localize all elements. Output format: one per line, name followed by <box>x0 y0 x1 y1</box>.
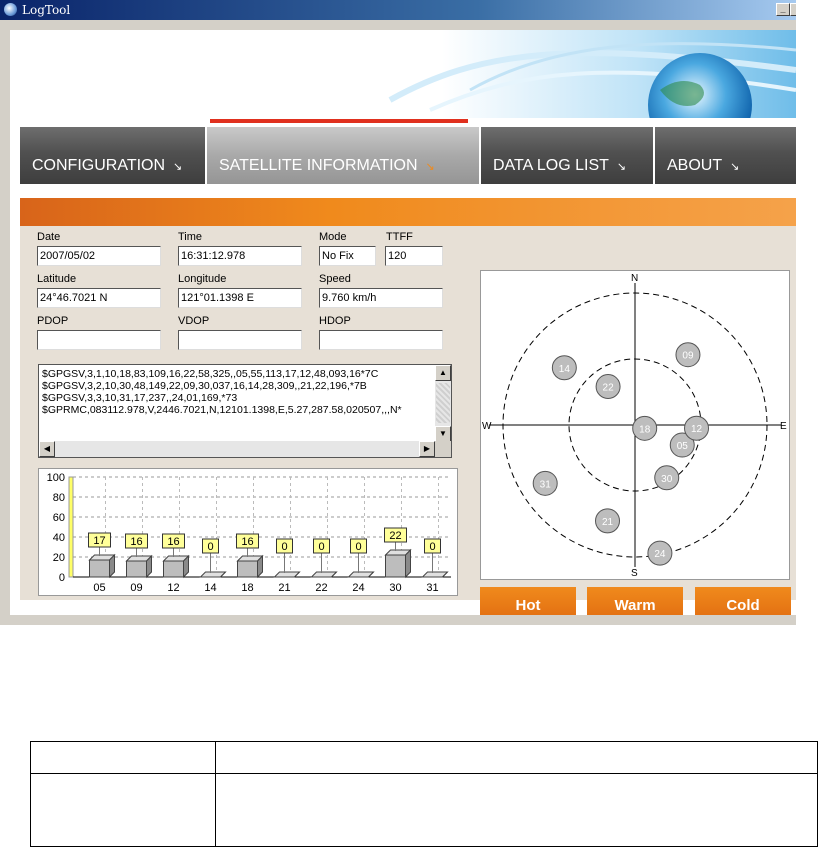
mode-label: Mode <box>319 231 347 243</box>
satellite-prn-label: 09 <box>682 350 694 362</box>
data-label: 16 <box>130 536 143 548</box>
time-label: Time <box>178 231 203 243</box>
y-axis-wall <box>69 477 73 577</box>
x-tick-label: 24 <box>352 582 365 594</box>
globe-banner-image <box>10 30 796 118</box>
hdop-label: HDOP <box>319 315 351 327</box>
vdop-field[interactable] <box>178 330 302 350</box>
y-tick-label: 100 <box>46 472 65 484</box>
table-row <box>31 742 818 774</box>
speed-field[interactable]: 9.760 km/h <box>319 288 443 308</box>
tab-label: DATA LOG LIST <box>493 157 609 174</box>
pdop-label: PDOP <box>37 315 69 327</box>
satellite-prn-label: 21 <box>601 516 614 528</box>
warm-start-button[interactable]: Warm <box>587 587 683 615</box>
satellite-prn-label: 31 <box>539 479 551 491</box>
latitude-field[interactable]: 24°46.7021 N <box>37 288 161 308</box>
compass-east: E <box>780 421 787 432</box>
compass-north: N <box>631 273 639 284</box>
x-tick-label: 22 <box>315 582 328 594</box>
satellite-prn-label: 18 <box>639 424 651 436</box>
scroll-right-icon[interactable]: ▶ <box>419 441 435 457</box>
nav-bar <box>20 127 796 184</box>
ttff-label: TTFF <box>386 231 413 243</box>
data-label: 0 <box>318 541 325 553</box>
nmea-line: $GPGSV,3,3,10,31,17,237,,24,01,169,*73 <box>42 392 238 404</box>
scroll-track[interactable] <box>436 383 450 423</box>
y-tick-label: 0 <box>58 572 65 584</box>
hdop-field[interactable] <box>319 330 443 350</box>
y-tick-label: 20 <box>52 552 65 564</box>
app-icon <box>4 3 17 16</box>
document-table <box>30 741 818 848</box>
data-label: 16 <box>167 536 180 548</box>
data-label: 0 <box>207 541 214 553</box>
data-label: 0 <box>355 541 362 553</box>
snr-chart-svg <box>39 469 457 595</box>
satellite-prn-label: 14 <box>558 363 570 375</box>
tab-about[interactable] <box>655 127 796 184</box>
tab-data-log-list[interactable] <box>481 127 655 184</box>
banner <box>10 30 796 118</box>
arrow-icon: ↘ <box>730 161 740 173</box>
title-bar[interactable] <box>0 0 796 20</box>
tab-label: ABOUT <box>667 157 723 174</box>
table-cell <box>216 774 818 847</box>
x-tick-label: 05 <box>93 582 106 594</box>
longitude-label: Longitude <box>178 273 227 285</box>
bar <box>127 561 147 577</box>
satellite-prn-label: 05 <box>676 441 688 453</box>
bar <box>238 561 258 577</box>
snr-chart <box>38 468 458 596</box>
satellite-prn-label: 12 <box>690 424 703 436</box>
x-tick-label: 14 <box>204 582 217 594</box>
speed-label: Speed <box>319 273 351 285</box>
data-label: 0 <box>281 541 288 553</box>
data-label: 0 <box>429 541 436 553</box>
y-tick-label: 80 <box>52 492 65 504</box>
arrow-icon: ↘ <box>173 161 183 173</box>
satellite-prn-label: 22 <box>602 382 614 394</box>
x-tick-label: 18 <box>241 582 254 594</box>
tab-label: SATELLITE INFORMATION <box>219 157 418 174</box>
client-area <box>10 30 796 615</box>
bar <box>386 555 406 577</box>
tab-label: CONFIGURATION <box>32 157 166 174</box>
scroll-down-icon[interactable]: ▼ <box>435 426 451 442</box>
vdop-label: VDOP <box>178 315 210 327</box>
ttff-field[interactable]: 120 <box>385 246 443 266</box>
scroll-left-icon[interactable]: ◀ <box>39 441 55 457</box>
bar <box>90 560 110 577</box>
data-label: 17 <box>93 535 106 547</box>
nmea-line: $GPGSV,3,1,10,18,83,109,16,22,58,325,,05,55,113,17,12,48,093,16*7C <box>42 368 379 380</box>
scroll-up-icon[interactable]: ▲ <box>435 365 451 381</box>
x-tick-label: 09 <box>130 582 143 594</box>
bar-side <box>406 550 411 577</box>
table-row <box>31 774 818 847</box>
sky-view <box>480 270 790 580</box>
minimize-button[interactable]: _ <box>776 3 790 16</box>
horizontal-scrollbar[interactable] <box>39 441 435 457</box>
y-tick-label: 60 <box>52 512 65 524</box>
compass-south: S <box>631 568 638 579</box>
vertical-scrollbar[interactable] <box>435 365 451 442</box>
nmea-line: $GPRMC,083112.978,V,2446.7021,N,12101.1398,E,5.27,287.58,020507,,,N* <box>42 404 402 416</box>
satellite-prn-label: 24 <box>654 549 666 561</box>
date-label: Date <box>37 231 61 243</box>
date-field[interactable]: 2007/05/02 <box>37 246 161 266</box>
arrow-icon: ↘ <box>616 161 627 173</box>
sky-view-svg <box>481 271 789 579</box>
tab-configuration[interactable] <box>20 127 207 184</box>
satellite-prn-label: 30 <box>661 473 673 485</box>
nmea-output-textarea[interactable] <box>38 364 452 458</box>
data-label: 16 <box>241 536 254 548</box>
compass-west: W <box>482 421 492 432</box>
data-label: 22 <box>389 530 402 542</box>
x-tick-label: 21 <box>278 582 291 594</box>
pdop-field[interactable] <box>37 330 161 350</box>
active-tab-indicator <box>210 119 468 123</box>
mode-field[interactable]: No Fix <box>319 246 376 266</box>
latitude-label: Latitude <box>37 273 77 285</box>
window-title: LogTool <box>22 3 71 17</box>
tab-satellite-information[interactable] <box>207 127 481 184</box>
x-tick-label: 12 <box>167 582 180 594</box>
nmea-line: $GPGSV,3,2,10,30,48,149,22,09,30,037,16,14,28,309,,21,22,196,*7B <box>42 380 367 392</box>
maximize-button[interactable] <box>790 3 796 16</box>
table-cell <box>31 774 216 847</box>
table-cell <box>31 742 216 774</box>
hot-start-button[interactable]: Hot <box>480 587 576 615</box>
satellite-layer <box>533 343 708 565</box>
scroll-corner <box>435 441 451 457</box>
table-cell <box>216 742 818 774</box>
cold-start-button[interactable]: Cold <box>695 587 791 615</box>
y-tick-label: 40 <box>52 532 65 544</box>
time-field[interactable]: 16:31:12.978 <box>178 246 302 266</box>
longitude-field[interactable]: 121°01.1398 E <box>178 288 302 308</box>
x-tick-label: 31 <box>426 582 439 594</box>
bar <box>164 561 184 577</box>
section-header-bar <box>20 198 796 226</box>
x-tick-label: 30 <box>389 582 402 594</box>
arrow-icon: ↘ <box>425 161 435 173</box>
satellite-info-panel <box>20 226 796 614</box>
